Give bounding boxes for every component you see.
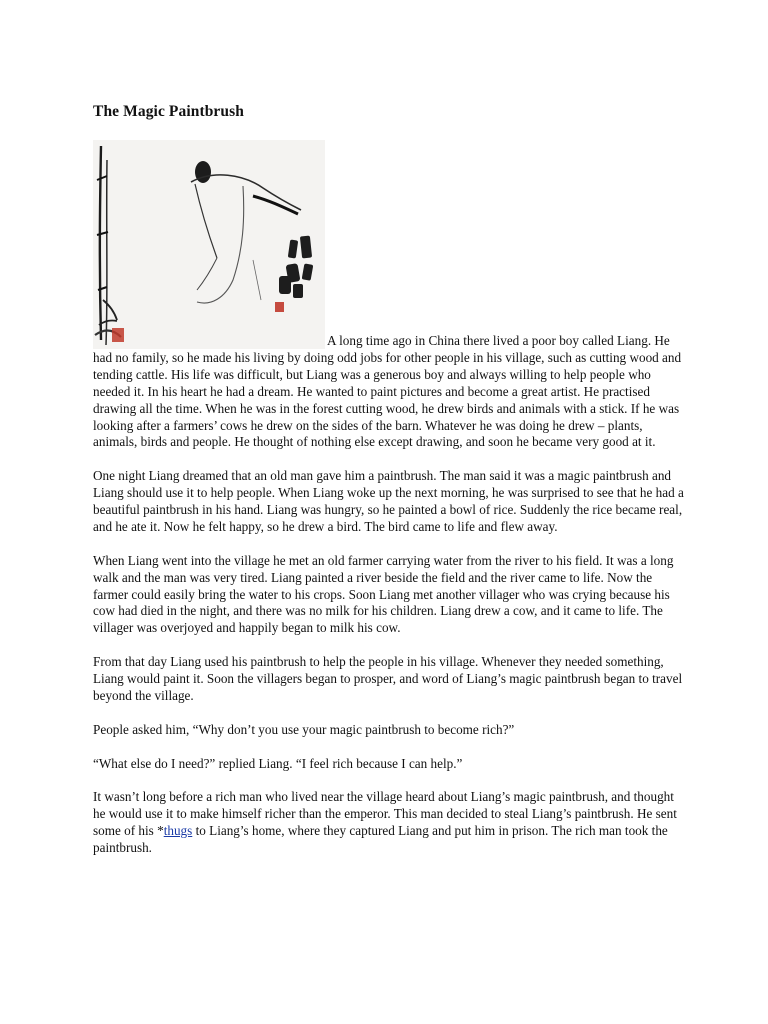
paragraph [93, 789, 685, 857]
page-title: The Magic Paintbrush [93, 103, 244, 120]
paragraph-text: to Liang’s home, where they captured Liang and put him in prison. The rich man took the paintbrush. [93, 823, 668, 856]
paragraph: From that day Liang used his paintbrush to help the people in his village. Whenever they needed something, Liang would paint it. Soon the villagers began to prosper, and word of Liang’s magic paintbrush began to travel beyond the village. [93, 654, 683, 703]
ink-painting-illustration [93, 140, 325, 349]
story-body [93, 140, 685, 874]
paragraph: One night Liang dreamed that an old man gave him a paintbrush. The man said it was a magic paintbrush and Liang should use it to help people. When Liang woke up the next morning, he was surprised to see that he had a beautiful paintbrush in his hand. Liang was hungry, so he painted a bowl of rice. Suddenly the rice became real, and he ate it. Now he felt happy, so he drew a bird. The bird came to life and flew away. [93, 468, 684, 534]
paragraph: A long time ago in China there lived a poor boy called Liang. He had no family, so he made his living by doing odd jobs for other people in his village, such as cutting wood and tending cattle. His life was difficult, but Liang was a generous boy and always willing to help people who needed it. In his heart he had a dream. He wanted to paint pictures and become a great artist. He practised drawing all the time. When he was in the forest cutting wood, he drew birds and animals with a stick. If he was looking after a farmers’ cows he drew on the sides of the barn. Whatever he was doing he drew – plants, animals, birds and people. He thought of nothing else except drawing, and soon he became very good at it. [93, 333, 682, 450]
thugs-link[interactable]: thugs [163, 823, 193, 839]
paragraph-text: It wasn’t long before a rich man who lived near the village heard about Liang’s magic paintbrush, and thought he would use it to make himself richer than the emperor. This man decided to steal Liang’s paintbrush. He sent some of his * [93, 789, 677, 839]
paragraph: “What else do I need?” replied Liang. “I feel rich because I can help.” [93, 755, 463, 771]
paragraph: When Liang went into the village he met an old farmer carrying water from the river to his field. It was a long walk and the man was very tired. Liang painted a river beside the field and the river came to life. Now the farmer could easily bring the water to his crops. Soon Liang met another villager who was crying because his cow had died in the night, and there was no milk for his children. Liang drew a cow, and it came to life. The villager was overjoyed and happily began to milk his cow. [93, 552, 674, 636]
ink-painting-figure-bamboo-icon [93, 140, 325, 349]
paragraph: People asked him, “Why don’t you use your magic paintbrush to become rich?” [93, 721, 515, 737]
